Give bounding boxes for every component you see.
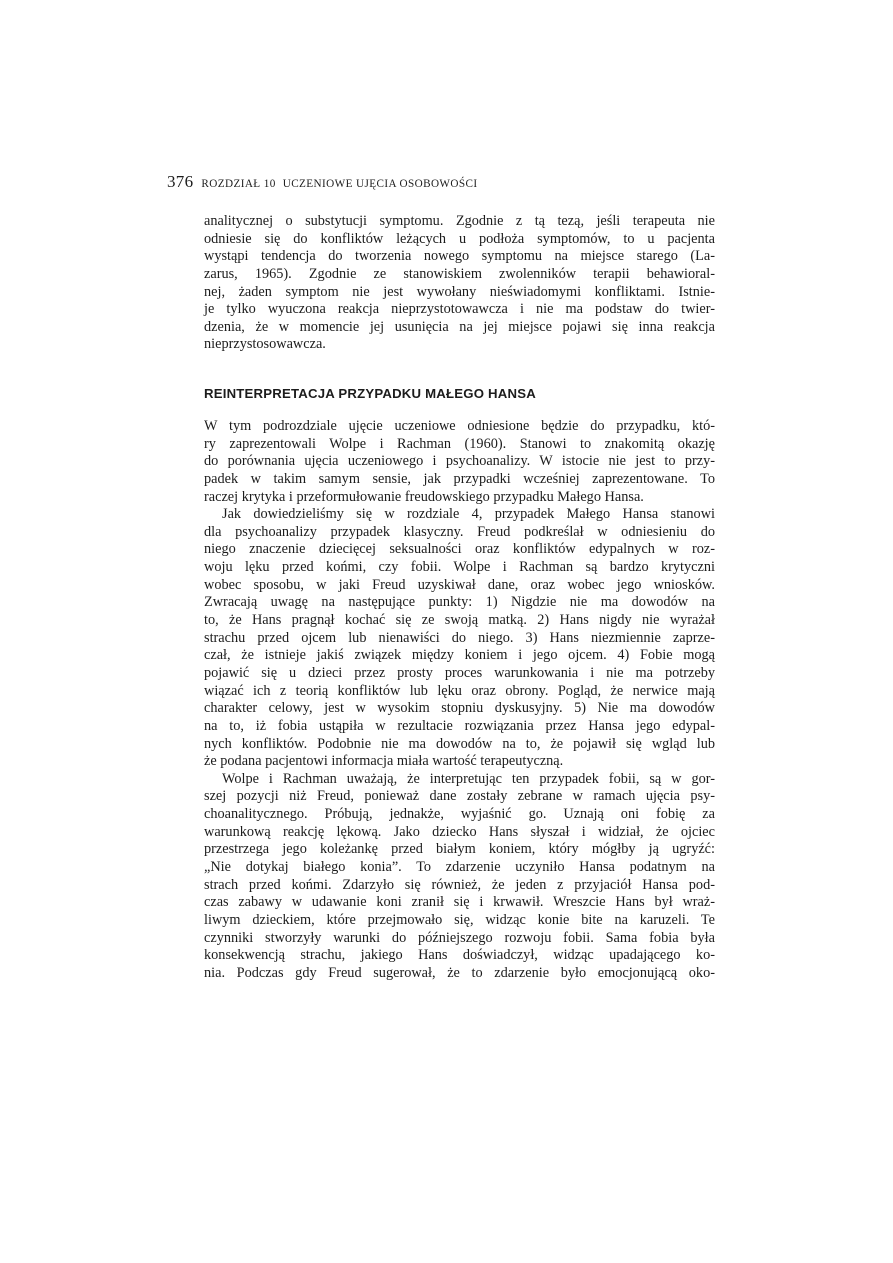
text-line: nieprzystosowawcza. bbox=[204, 336, 326, 353]
text-line: strach przed końmi. Zdarzyło się również, że jeden z przyjaciół Hansa pod- bbox=[204, 876, 715, 893]
text-line: liwym dzieckiem, które przejmowało się, widząc konie bite na karuzeli. Te bbox=[204, 911, 715, 928]
text-line: przestrzega jego koleżankę przed białym koniem, który mógłby ją ugryźć: bbox=[204, 841, 715, 858]
text-line: czał, że istnieje jakiś związek między koniem i jego ojcem. 4) Fobie mogą bbox=[204, 647, 715, 664]
text-line: warunkową reakcję lękową. Jako dziecko Hans słyszał i widział, że ojciec bbox=[204, 823, 715, 840]
text-line: „Nie dotykaj białego konia”. To zdarzenie uczyniło Hansa podatnym na bbox=[204, 859, 715, 876]
text-line: Wolpe i Rachman uważają, że interpretując ten przypadek fobii, są w gor- bbox=[222, 770, 715, 787]
text-line: nej, żaden symptom nie jest wywołany nieświadomymi konfliktami. Istnie- bbox=[204, 283, 715, 300]
paragraph-interpretation bbox=[204, 771, 715, 983]
text-line: je tylko wyuczona reakcja nieprzystotowawcza i nie ma podstaw do twier- bbox=[204, 301, 715, 318]
text-line: choanalitycznego. Próbują, jednakże, wyjaśnić go. Uznają oni fobię za bbox=[204, 806, 715, 823]
chapter-title: UCZENIOWE UJĘCIA OSOBOWOŚCI bbox=[282, 178, 478, 190]
text-line: Jak dowiedzieliśmy się w rozdziale 4, przypadek Małego Hansa stanowi bbox=[222, 506, 715, 523]
text-line: woju lęku przed końmi, czy fobii. Wolpe i Rachman są bardzo krytyczni bbox=[204, 559, 715, 576]
text-line: dla psychoanalizy przypadek klasyczny. Freud podkreślał w odniesieniu do bbox=[204, 523, 715, 540]
text-line: odniesie się do konfliktów leżących u podłoża symptomów, to u pacjenta bbox=[204, 230, 715, 247]
paragraph-critique bbox=[204, 506, 715, 771]
text-line: Zwracają uwagę na następujące punkty: 1) Nigdzie nie ma dowodów na bbox=[204, 594, 715, 611]
text-line: wobec sposobu, w jaki Freud uzyskiwał dane, oraz wobec jego wniosków. bbox=[204, 576, 715, 593]
paragraph-substitution bbox=[204, 213, 715, 354]
text-line: pojawić się u dzieci przez prosty proces warunkowania i nie ma potrzeby bbox=[204, 664, 715, 681]
text-line: zarus, 1965). Zgodnie ze stanowiskiem zwolenników terapii behawioral- bbox=[204, 265, 715, 282]
text-line: padek w takim samym sensie, jak przypadki wcześniej zaprezentowane. To bbox=[204, 470, 715, 487]
text-line: strachu przed ojcem lub nienawiści do niego. 3) Hans niezmiennie zaprze- bbox=[204, 629, 715, 646]
text-line: dzenia, że w momencie jej usunięcia na jej miejsce pojawi się inna reakcja bbox=[204, 318, 715, 335]
text-line: czas zabawy w udawanie koni zranił się i krwawił. Wreszcie Hans był wraż- bbox=[204, 894, 715, 911]
text-line: niego znaczenie dziecięcej seksualności oraz konfliktów edypalnych w roz- bbox=[204, 541, 715, 558]
text-line: konsekwencją strachu, jakiego Hans doświadczył, widząc upadającego ko- bbox=[204, 947, 715, 964]
text-line: to, że Hans pragnął kochać się ze swoją matką. 2) Hans nigdy nie wyrażał bbox=[204, 612, 715, 629]
text-line: czynniki stworzyły warunki do późniejszego rozwoju fobii. Sama fobia była bbox=[204, 929, 715, 946]
text-line: na to, iż fobia ustąpiła w rezultacie rozwiązania przez Hansa jego edypal- bbox=[204, 717, 715, 734]
text-line: do porównania ujęcia uczeniowego i psychoanalizy. W istocie nie jest to przy- bbox=[204, 453, 715, 470]
text-line: wiązać ich z teorią konfliktów lub lęku oraz obrony. Pogląd, że nerwice mają bbox=[204, 682, 715, 699]
section-heading: REINTERPRETACJA PRZYPADKU MAŁEGO HANSA bbox=[204, 386, 536, 401]
text-line: nia. Podczas gdy Freud sugerował, że to zdarzenie było emocjonującą oko- bbox=[204, 964, 715, 981]
running-head bbox=[167, 172, 727, 194]
text-line: nych konfliktów. Podobnie nie ma dowodów na to, że pojawił się wgląd lub bbox=[204, 735, 715, 752]
text-line: szej pozycji niż Freud, ponieważ dane zostały zebrane w ramach ujęcia psy- bbox=[204, 788, 715, 805]
text-line: wystąpi tendencja do tworzenia nowego symptomu na miejsce starego (La- bbox=[204, 248, 715, 265]
text-line: W tym podrozdziale ujęcie uczeniowe odniesione będzie do przypadku, któ- bbox=[204, 418, 715, 434]
page-number: 376 bbox=[167, 172, 194, 191]
body-text bbox=[204, 418, 715, 983]
text-line: analitycznej o substytucji symptomu. Zgodnie z tą tezą, jeśli terapeuta nie bbox=[204, 213, 715, 229]
chapter-label: ROZDZIAŁ 10 bbox=[201, 178, 276, 190]
text-line: charakter celowy, jest w wysokim stopniu dyskusyjny. 5) Nie ma dowodów bbox=[204, 700, 715, 717]
text-line: raczej krytyka i przeformułowanie freudowskiego przypadku Małego Hansa. bbox=[204, 488, 644, 505]
text-line: ry zaprezentowali Wolpe i Rachman (1960). Stanowi to znakomitą okazję bbox=[204, 435, 715, 452]
text-line: że podana pacjentowi informacja miała wartość terapeutyczną. bbox=[204, 753, 564, 770]
paragraph-intro bbox=[204, 418, 715, 506]
